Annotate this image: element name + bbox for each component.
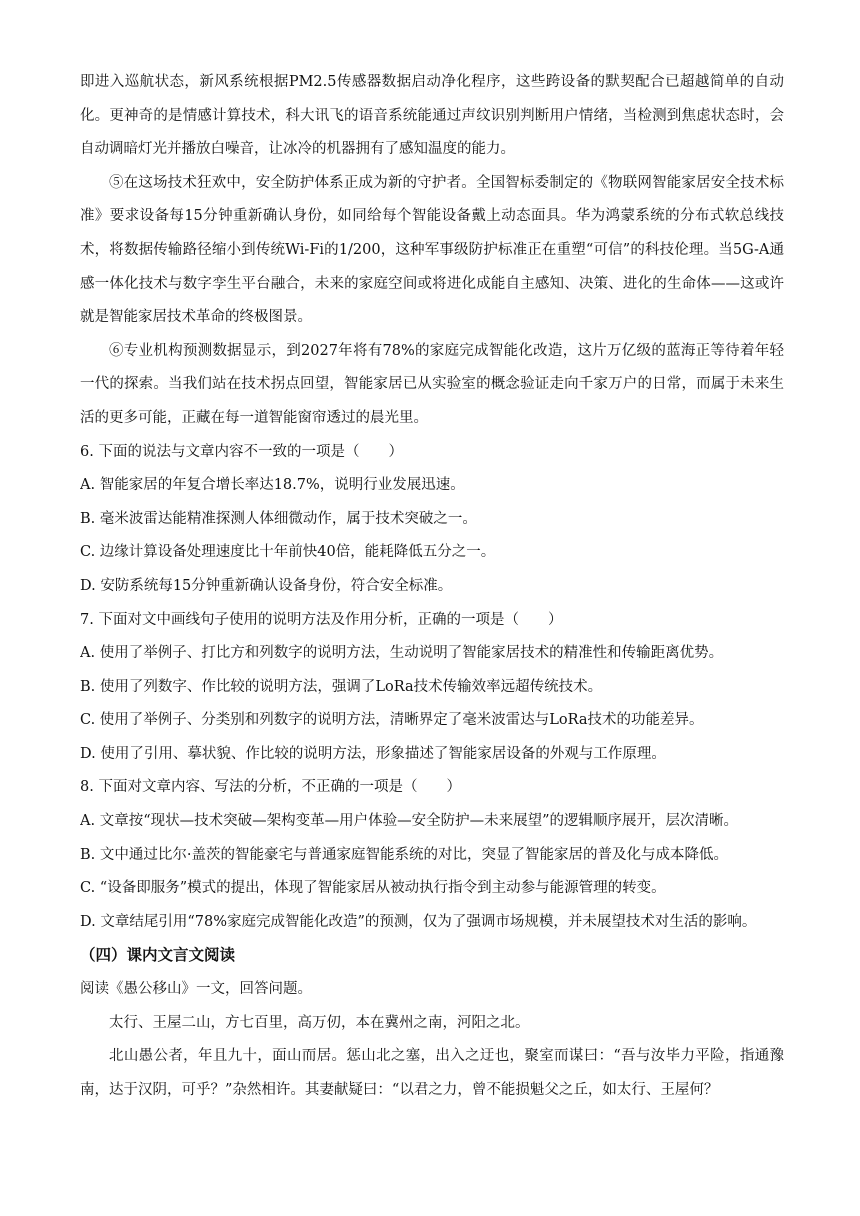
question-6 [80, 436, 784, 604]
question-8 [80, 771, 784, 939]
question-stem: 8. 下面对文章内容、写法的分析，不正确的一项是（ ） [80, 779, 461, 796]
classical-paragraph-1: 太行、王屋二山，方七百里，高万仞，本在冀州之南，河阳之北。 [109, 1014, 530, 1031]
document-page [80, 66, 784, 1107]
question-7 [80, 604, 784, 772]
question-option: B. 毫米波雷达能精准探测人体细微动作，属于技术突破之一。 [80, 510, 477, 527]
section-heading: （四）课内文言文阅读 [80, 946, 236, 965]
classical-paragraph-2: 北山愚公者，年且九十，面山而居。惩山北之塞，出入之迂也，聚室而谋曰：“吾与汝毕力平险，指通豫南，达于汉阴，可乎？”杂然相许。其妻献疑曰：“以君之力，曾不能损魁父之丘，如太行、王屋何？ [80, 1048, 784, 1098]
question-option: A. 智能家居的年复合增长率达18.7%，说明行业发展迅速。 [80, 477, 465, 494]
section-intro: 阅读《愚公移山》一文，回答问题。 [80, 981, 312, 998]
question-stem: 6. 下面的说法与文章内容不一致的一项是（ ） [80, 443, 403, 460]
question-option: D. 文章结尾引用“78%家庭完成智能化改造”的预测，仅为了强调市场规模，并未展望技术对生活的影响。 [80, 913, 757, 930]
question-option: D. 使用了引用、摹状貌、作比较的说明方法，形象描述了智能家居设备的外观与工作原理。 [80, 745, 666, 762]
question-option: C. 使用了举例子、分类别和列数字的说明方法，清晰界定了毫米波雷达与LoRa技术的功能差异。 [80, 712, 704, 729]
passage-paragraph-6: ⑥专业机构预测数据显示，到2027年将有78%的家庭完成智能化改造，这片万亿级的蓝海正等待着年轻一代的探索。当我们站在技术拐点回望，智能家居已从实验室的概念验证走向千家万户的日常，而属于未来生活的更多可能，正藏在每一道智能窗帘透过的晨光里。 [80, 342, 784, 426]
question-option: A. 文章按“现状—技术突破—架构变革—用户体验—安全防护—未来展望”的逻辑顺序展开，层次清晰。 [80, 813, 739, 830]
question-option: D. 安防系统每15分钟重新确认设备身份，符合安全标准。 [80, 577, 453, 594]
question-option: C. “设备即服务”模式的提出，体现了智能家居从被动执行指令到主动参与能源管理的转变。 [80, 880, 666, 897]
passage-paragraph-5: ⑤在这场技术狂欢中，安全防护体系正成为新的守护者。全国智标委制定的《物联网智能家居安全技术标准》要求设备每15分钟重新确认身份，如同给每个智能设备戴上动态面具。华为鸿蒙系统的分布式软总线技术，将数据传输路径缩小到传统Wi-Fi的1/200，这种军事级防护标准正在重塑“可信”的科技伦理。当5G-A通感一体化技术与数字孪生平台融合，未来的家庭空间或将进化成能自主感知、决策、进化的生命体——这或许就是智能家居技术革命的终极图景。 [80, 174, 784, 326]
question-stem: 7. 下面对文中画线句子使用的说明方法及作用分析，正确的一项是（ ） [80, 611, 563, 628]
question-option: A. 使用了举例子、打比方和列数字的说明方法，生动说明了智能家居技术的精准性和传输距离优势。 [80, 645, 724, 662]
passage-paragraph-4-tail: 即进入巡航状态，新风系统根据PM2.5传感器数据启动净化程序，这些跨设备的默契配合已超越简单的自动化。更神奇的是情感计算技术，科大讯飞的语音系统能通过声纹识别判断用户情绪，当检测到焦虑状态时，会自动调暗灯光并播放白噪音，让冰冷的机器拥有了感知温度的能力。 [80, 74, 784, 158]
question-option: B. 使用了列数字、作比较的说明方法，强调了LoRa技术传输效率远超传统技术。 [80, 678, 603, 695]
question-option: B. 文中通过比尔·盖茨的智能豪宅与普通家庭智能系统的对比，突显了智能家居的普及化与成本降低。 [80, 846, 728, 863]
question-option: C. 边缘计算设备处理速度比十年前快40倍，能耗降低五分之一。 [80, 544, 496, 561]
